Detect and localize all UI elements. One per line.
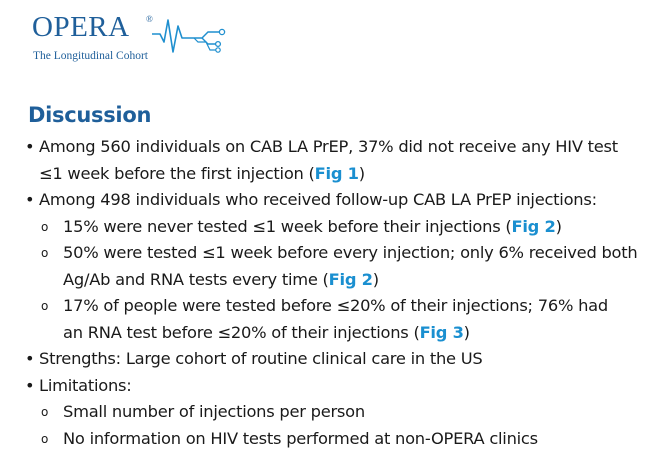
sub-bullet-item: [22, 214, 650, 241]
bullet-marker: •: [25, 375, 35, 395]
logo-wordmark: OPERA: [32, 11, 130, 43]
bullet-continuation-line: [22, 320, 650, 347]
sub-bullet-item: [22, 240, 650, 267]
text-segment: ): [372, 269, 379, 289]
text-segment: Limitations:: [39, 375, 132, 395]
text-segment: ): [555, 216, 562, 236]
figure-reference: Fig 3: [419, 322, 464, 342]
bullet-continuation-line: [22, 267, 650, 294]
text-segment: No information on HIV tests performed at non-OPERA clinics: [63, 428, 538, 448]
text-segment: 15% were never tested ≤1 week before their injections (: [63, 216, 512, 236]
sub-bullet-marker: o: [41, 299, 49, 313]
bullet-item: [22, 187, 650, 214]
text-segment: Among 560 individuals on CAB LA PrEP, 37% did not receive any HIV test: [39, 137, 618, 156]
text-segment: ): [463, 322, 470, 342]
sub-bullet-marker: o: [41, 246, 49, 260]
logo-registered-mark: ®: [146, 14, 153, 24]
sub-bullet-marker: o: [41, 431, 49, 446]
bullet-marker: •: [25, 137, 35, 156]
text-segment: an RNA test before ≤20% of their injections (: [63, 322, 420, 342]
bullet-item: [22, 373, 650, 400]
heartbeat-circuit-icon: [150, 12, 230, 62]
text-segment: Ag/Ab and RNA tests every time (: [63, 269, 329, 289]
opera-logo: [32, 10, 232, 66]
bullet-item: [22, 346, 650, 373]
text-segment: Small number of injections per person: [63, 402, 365, 421]
sub-bullet-marker: o: [41, 405, 49, 419]
text-segment: Among 498 individuals who received follow-up CAB LA PrEP injections:: [39, 190, 597, 209]
bullet-marker: •: [25, 190, 35, 209]
text-segment: ≤1 week before the first injection (: [39, 163, 315, 183]
sub-bullet-item: [22, 426, 650, 453]
logo-tagline: The Longitudinal Cohort: [33, 50, 148, 62]
bullet-marker: •: [25, 349, 35, 368]
figure-reference: Fig 2: [511, 216, 556, 236]
sub-bullet-marker: o: [41, 219, 49, 234]
text-segment: Strengths: Large cohort of routine clinical care in the US: [39, 349, 483, 368]
figure-reference: Fig 1: [314, 163, 359, 183]
figure-reference: Fig 2: [328, 269, 373, 289]
text-segment: 50% were tested ≤1 week before every injection; only 6% received both: [63, 243, 638, 262]
text-segment: ): [358, 163, 365, 183]
text-segment: 17% of people were tested before ≤20% of their injections; 76% had: [63, 296, 608, 315]
section-heading: Discussion: [28, 103, 152, 127]
bullet-continuation-line: [22, 161, 650, 188]
discussion-bullet-list: [22, 134, 650, 452]
bullet-item: [22, 134, 650, 161]
sub-bullet-item: [22, 293, 650, 320]
sub-bullet-item: [22, 399, 650, 426]
